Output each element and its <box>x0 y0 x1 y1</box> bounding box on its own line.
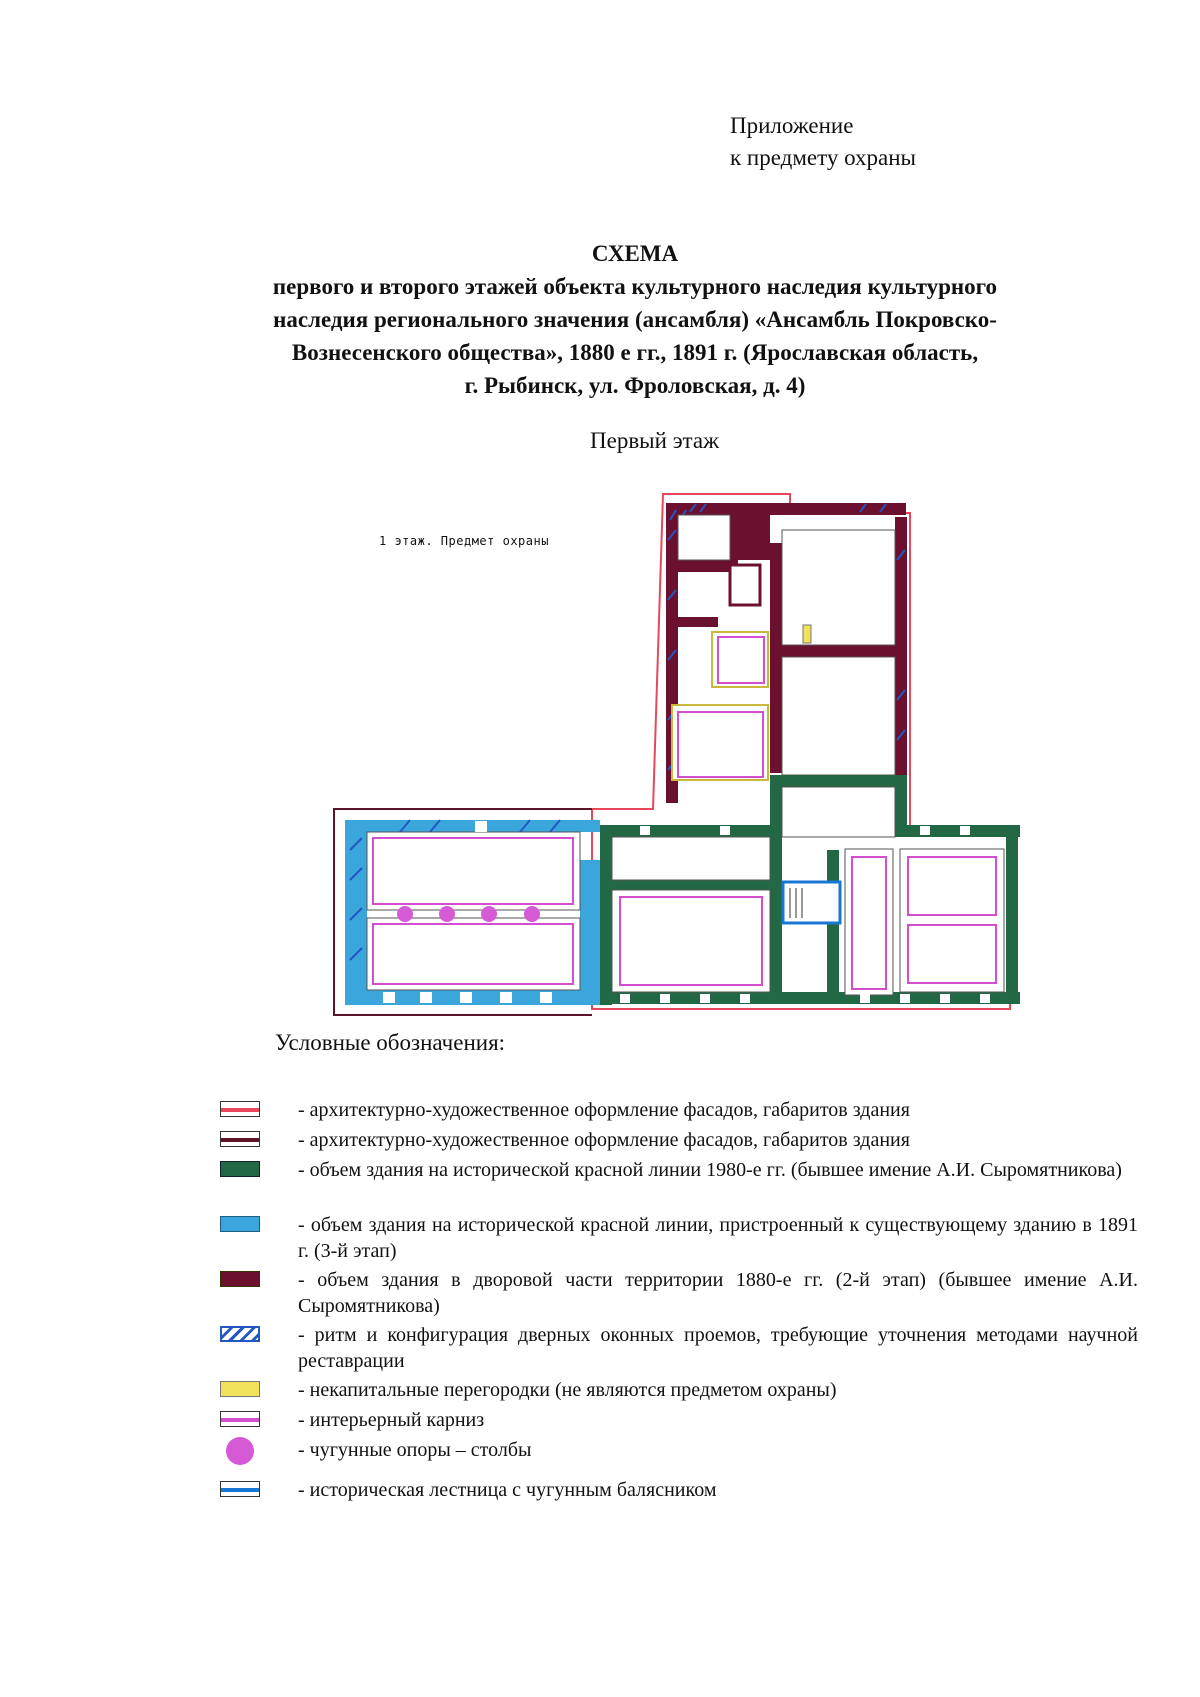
pink-line-icon <box>220 1411 260 1427</box>
plan-note: 1 этаж. Предмет охраны <box>379 534 549 548</box>
magenta-dot-icon <box>226 1437 254 1465</box>
maroon-outline-line-icon <box>220 1131 260 1147</box>
legend-text: - некапитальные перегородки (не являются предметом охраны) <box>298 1379 837 1401</box>
yellow-fill-icon <box>220 1381 260 1397</box>
legend-text: - чугунные опоры – столбы <box>298 1439 532 1461</box>
red-outline-line-icon <box>220 1101 260 1117</box>
green-fill-icon <box>220 1161 260 1177</box>
historic-staircase <box>783 882 840 923</box>
maroon-fill-icon <box>220 1271 260 1287</box>
yellow-partition <box>803 625 811 643</box>
title-line-3: наследия регионального значения (ансамбля) «Ансамбль Покровско- <box>273 307 997 332</box>
legend-text: - историческая лестница с чугунным балясником <box>298 1479 717 1501</box>
legend-text: - архитектурно-художественное оформление фасадов, габаритов здания <box>298 1129 910 1151</box>
title-line-1: СХЕМА <box>591 241 679 266</box>
legend-text: - объем здания в дворовой части территории 1880-е гг. (2-й этап) (бывшее имение А.И. Сыромятникова) <box>298 1269 1138 1317</box>
appendix-line-2: к предмету охраны <box>730 145 916 170</box>
column-dot <box>481 906 497 922</box>
legend-text: - архитектурно-художественное оформление фасадов, габаритов здания <box>298 1099 910 1121</box>
legend-text: - ритм и конфигурация дверных оконных проемов, требующие уточнения методами научной реставрации <box>298 1324 1138 1372</box>
column-dot <box>397 906 413 922</box>
appendix-line-1: Приложение <box>730 113 854 138</box>
floor-label: Первый этаж <box>590 428 719 453</box>
title-line-5: г. Рыбинск, ул. Фроловская, д. 4) <box>464 373 806 398</box>
legend-text: - объем здания на исторической красной линии, пристроенный к существующему зданию в 1891 г. (3-й этап) <box>298 1214 1138 1262</box>
column-dot <box>524 906 540 922</box>
legend-text: - объем здания на исторической красной линии 1980-е гг. (бывшее имение А.И. Сыромятникова) <box>298 1159 1122 1181</box>
legend-heading: Условные обозначения: <box>275 1030 506 1055</box>
blue-fill-icon <box>220 1216 260 1232</box>
legend-text: - интерьерный карниз <box>298 1409 485 1431</box>
column-dot <box>439 906 455 922</box>
title-line-4: Вознесенского общества», 1880 е гг., 1891 г. (Ярославская область, <box>291 340 979 365</box>
blue-line-icon <box>220 1481 260 1497</box>
title-line-2: первого и второго этажей объекта культурного наследия культурного <box>272 274 998 299</box>
blue-hatch-icon <box>220 1326 260 1342</box>
